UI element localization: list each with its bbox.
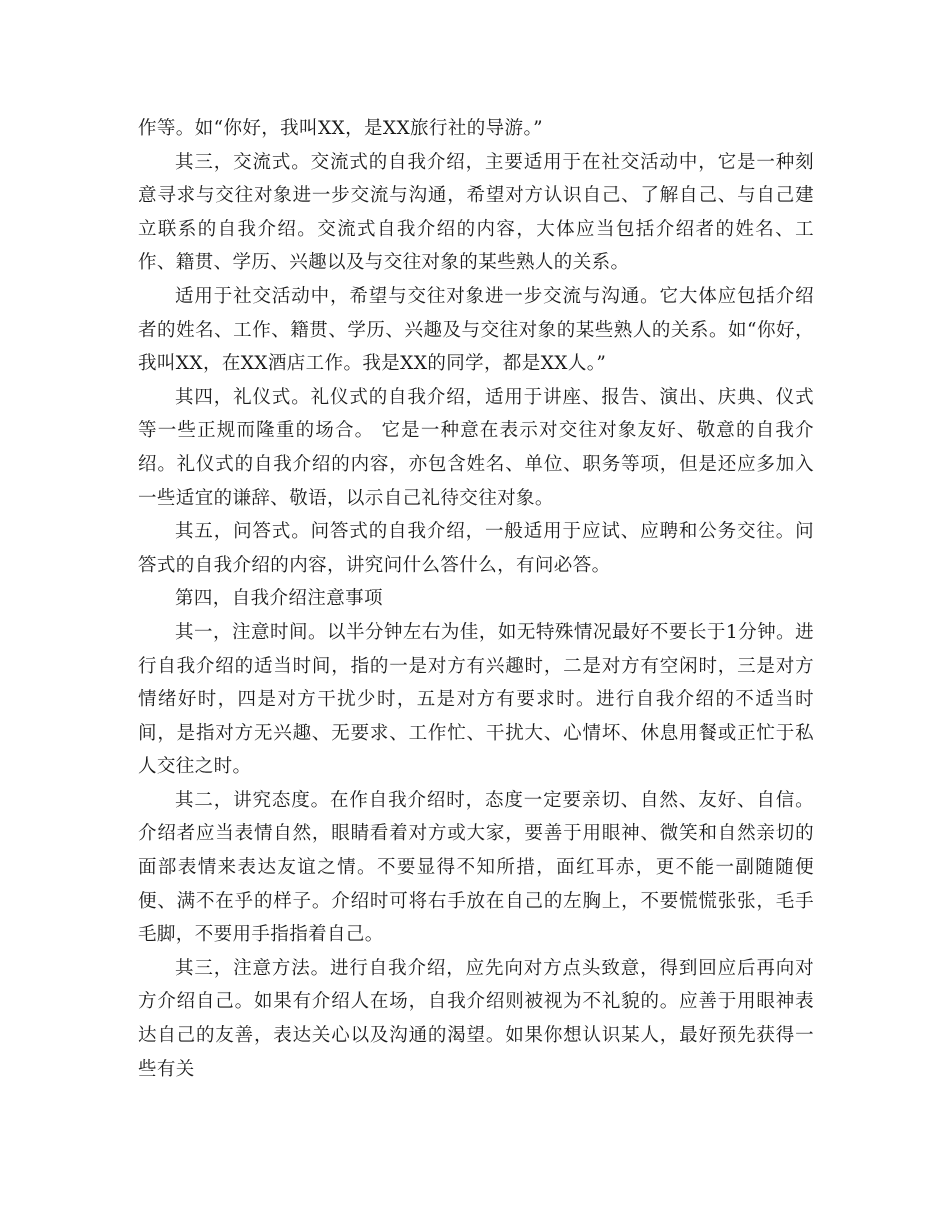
paragraph-ceremonial-style: 其四，礼仪式。礼仪式的自我介绍，适用于讲座、报告、演出、庆典、仪式等一些正规而隆重的场合。 它是一种意在表示对交往对象友好、敬意的自我介绍。礼仪式的自我介绍的内容，亦包含姓名、单位、职务等项，但是还应多加入一些适宜的谦辞、敬语，以示自己礼待交往对象。 — [138, 386, 814, 509]
paragraph-attitude: 其二，讲究态度。在作自我介绍时，态度一定要亲切、自然、友好、自信。介绍者应当表情自然，眼睛看着对方或大家，要善于用眼神、微笑和自然亲切的面部表情来表达友谊之情。不要显得不知所措，面红耳赤，更不能一副随随便便、满不在乎的样子。介绍时可将右手放在自己的左胸上，不要慌慌张张，毛手毛脚，不要用手指指着自己。 — [138, 789, 814, 946]
paragraph-continuation: 作等。如“你好，我叫XX，是XX旅行社的导游。” — [138, 118, 543, 139]
paragraph-method: 其三，注意方法。进行自我介绍，应先向对方点头致意，得到回应后再向对方介绍自己。如果有介绍人在场，自我介绍则被视为不礼貌的。应善于用眼神表达自己的友善，表达关心以及沟通的渴望。如果你想认识某人，最好预先获得一些有关 — [138, 957, 814, 1080]
paragraph-timing: 其一，注意时间。以半分钟左右为佳，如无特殊情况最好不要长于1分钟。进行自我介绍的适当时间，指的一是对方有兴趣时，二是对方有空闲时，三是对方情绪好时，四是对方干扰少时，五是对方有要求时。进行自我介绍的不适当时间，是指对方无兴趣、无要求、工作忙、干扰大、心情坏、休息用餐或正忙于私人交往之时。 — [138, 621, 814, 778]
document-body — [138, 112, 814, 1086]
section-heading: 第四，自我介绍注意事项 — [175, 588, 383, 610]
paragraph-social-usage: 适用于社交活动中，希望与交往对象进一步交流与沟通。它大体应包括介绍者的姓名、工作、籍贯、学历、兴趣及与交往对象的某些熟人的关系。如“你好，我叫XX，在XX酒店工作。我是XX的同学，都是XX人。” — [138, 285, 814, 375]
paragraph-qa-style: 其五，问答式。问答式的自我介绍，一般适用于应试、应聘和公务交往。问答式的自我介绍的内容，讲究问什么答什么，有问必答。 — [138, 521, 814, 576]
paragraph-exchange-style: 其三，交流式。交流式的自我介绍，主要适用于在社交活动中，它是一种刻意寻求与交往对象进一步交流与沟通，希望对方认识自己、了解自己、与自己建立联系的自我介绍。交流式自我介绍的内容，大体应当包括介绍者的姓名、工作、籍贯、学历、兴趣以及与交往对象的某些熟人的关系。 — [138, 151, 814, 274]
